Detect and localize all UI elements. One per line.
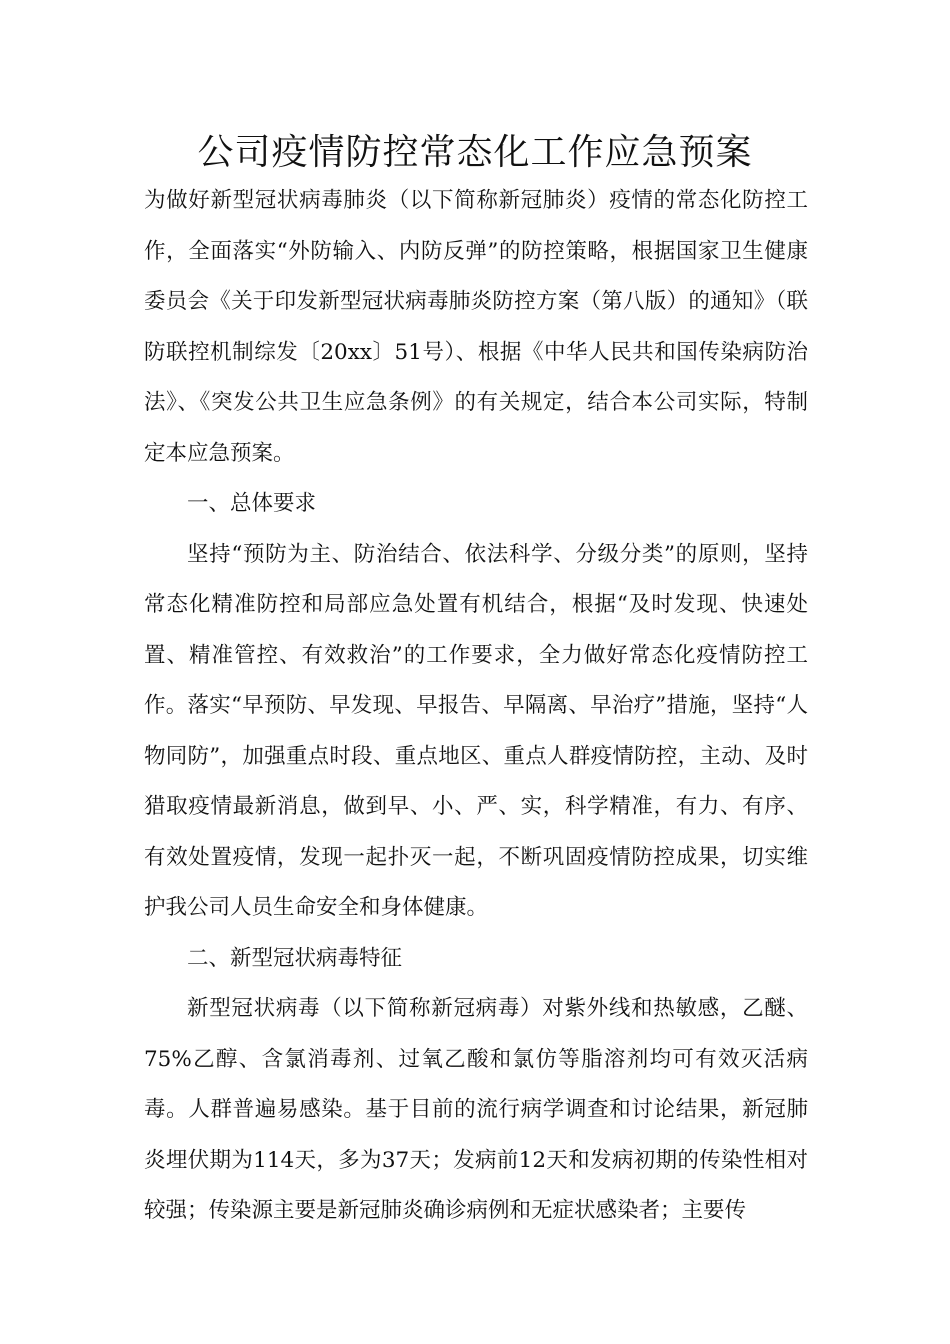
intro-paragraph: 为做好新型冠状病毒肺炎（以下简称新冠肺炎）疫情的常态化防控工作，全面落实“外防输入、内防反弹”的防控策略，根据国家卫生健康委员会《关于印发新型冠状病毒肺炎防控方案（第八版）的通知》（联防联控机制综发〔20xx〕51号）、根据《中华人民共和国传染病防治法》、《突发公共卫生应急条例》的有关规定，结合本公司实际，特制定本应急预案。: [144, 188, 808, 466]
document-title: 公司疫情防控常态化工作应急预案: [197, 132, 753, 173]
section-heading-virus-characteristics: 二、新型冠状病毒特征: [187, 945, 403, 971]
virus-characteristics-paragraph: 新型冠状病毒（以下简称新冠病毒）对紫外线和热敏感，乙醚、75%乙醇、含氯消毒剂、过氧乙酸和氯仿等脂溶剂均可有效灭活病毒。人群普遍易感染。基于目前的流行病学调查和讨论结果，新冠肺炎埋伏期为114天，多为37天；发病前12天和发病初期的传染性相对较强；传染源主要是新冠肺炎确诊病例和无症状感染者；主要传: [144, 996, 808, 1223]
general-requirements-paragraph: 坚持“预防为主、防治结合、依法科学、分级分类”的原则，坚持常态化精准防控和局部应急处置有机结合，根据“及时发现、快速处置、精准管控、有效救治”的工作要求，全力做好常态化疫情防控工作。落实“早预防、早发现、早报告、早隔离、早治疗”措施，坚持“人物同防”，加强重点时段、重点地区、重点人群疫情防控，主动、及时猎取疫情最新消息，做到早、小、严、实，科学精准，有力、有序、有效处置疫情，发现一起扑灭一起，不断巩固疫情防控成果，切实维护我公司人员生命安全和身体健康。: [144, 541, 808, 920]
section-heading-general-requirements: 一、总体要求: [187, 491, 317, 516]
document-body: [144, 176, 808, 1237]
